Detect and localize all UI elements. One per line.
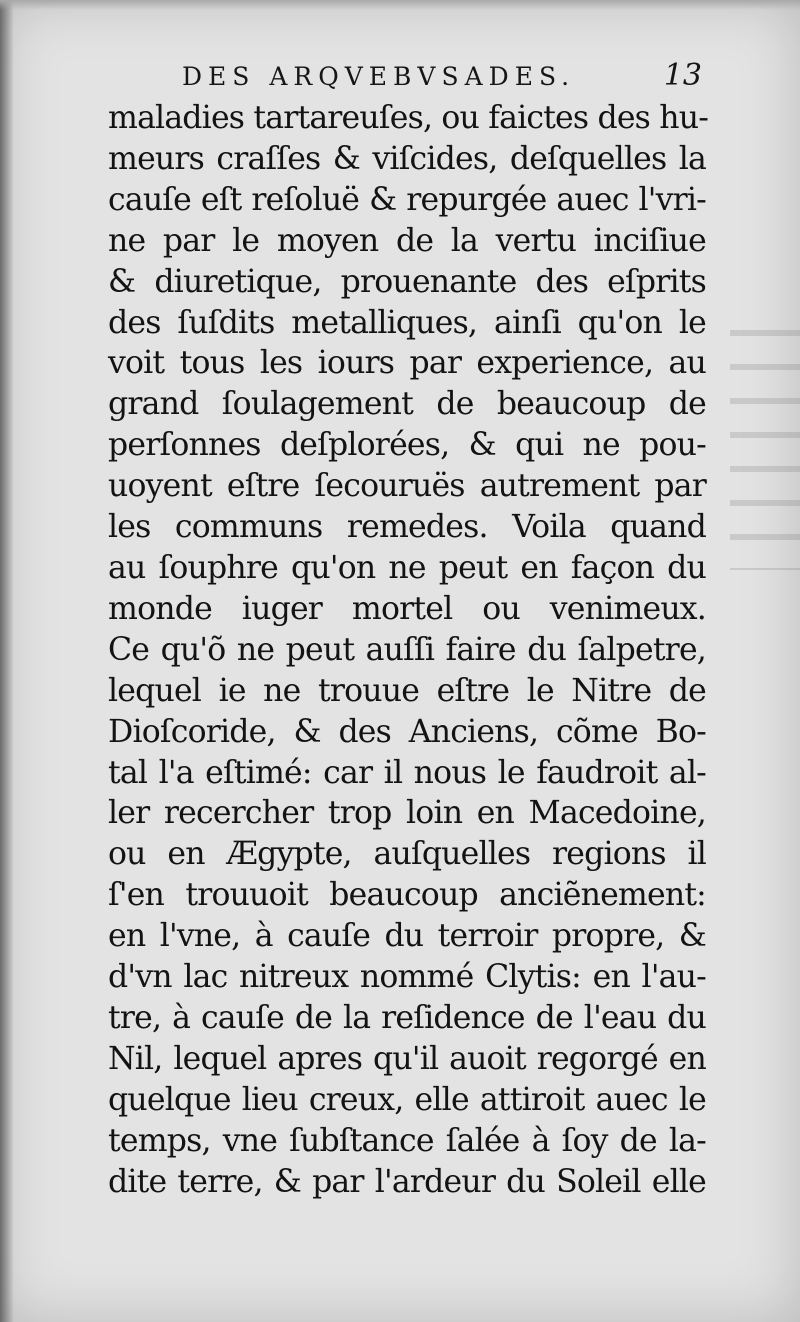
page-header xyxy=(182,56,702,96)
text-line: & diuretique, prouenante des eſprits xyxy=(108,263,706,300)
text-line: cauſe eſt reſoluë & repurgée auec l'vri- xyxy=(108,181,706,218)
text-line: des ſuſdits metalliques, ainſi qu'on le xyxy=(108,304,706,341)
text-line: maladies tartareuſes, ou faictes des hu- xyxy=(108,100,709,136)
text-line: meurs craſſes & viſcides, deſquelles la xyxy=(108,140,706,177)
text-line: tre, à cauſe de la reſidence de l'eau du xyxy=(108,999,706,1036)
page-gutter-shadow xyxy=(0,0,14,1322)
text-line: ou en Ægypte, auſquelles regions il xyxy=(108,836,706,873)
text-line: ler recercher trop loin en Macedoine, xyxy=(108,795,706,832)
text-line: lequel ie ne trouue eſtre le Nitre de xyxy=(108,672,706,709)
running-head: DES ARQVEBVSADES. xyxy=(182,62,576,91)
body-text xyxy=(108,98,709,1202)
text-line: monde iuger mortel ou venimeux. xyxy=(108,590,706,627)
text-line: Ce qu'õ ne peut auſſi faire du ſalpetre, xyxy=(108,631,706,668)
page-top-shadow xyxy=(0,0,800,10)
text-line: voit tous les iours par experience, au xyxy=(108,345,706,382)
text-line: temps, vne ſubſtance ſalée à ſoy de la- xyxy=(108,1122,706,1159)
text-line: grand ſoulagement de beaucoup de xyxy=(108,386,706,423)
text-line: ſ'en trouuoit beaucoup anciẽnement: xyxy=(108,877,706,914)
text-line: au ſouphre qu'on ne peut en façon du xyxy=(108,549,706,586)
text-line: ne par le moyen de la vertu inciſiue xyxy=(108,222,706,259)
text-line: quelque lieu creux, elle attiroit auec le xyxy=(108,1081,706,1118)
text-line: dite terre, & par l'ardeur du Soleil elle xyxy=(108,1163,706,1200)
text-line: uoyent eſtre ſecouruës autrement par xyxy=(108,468,706,505)
text-line: en l'vne, à cauſe du terroir propre, & xyxy=(108,918,706,955)
text-line: Dioſcoride, & des Anciens, cõme Bo- xyxy=(108,713,706,750)
text-line: tal l'a eſtimé: car il nous le faudroit al- xyxy=(108,754,706,791)
page-number: 13 xyxy=(663,58,702,93)
text-line: Nil, lequel apres qu'il auoit regorgé en xyxy=(108,1040,706,1077)
text-line: les communs remedes. Voila quand xyxy=(108,509,706,546)
text-line: d'vn lac nitreux nommé Clytis: en l'au- xyxy=(108,959,706,996)
text-line: perſonnes deſplorées, & qui ne pou- xyxy=(108,427,706,464)
show-through-bleed xyxy=(730,330,800,570)
